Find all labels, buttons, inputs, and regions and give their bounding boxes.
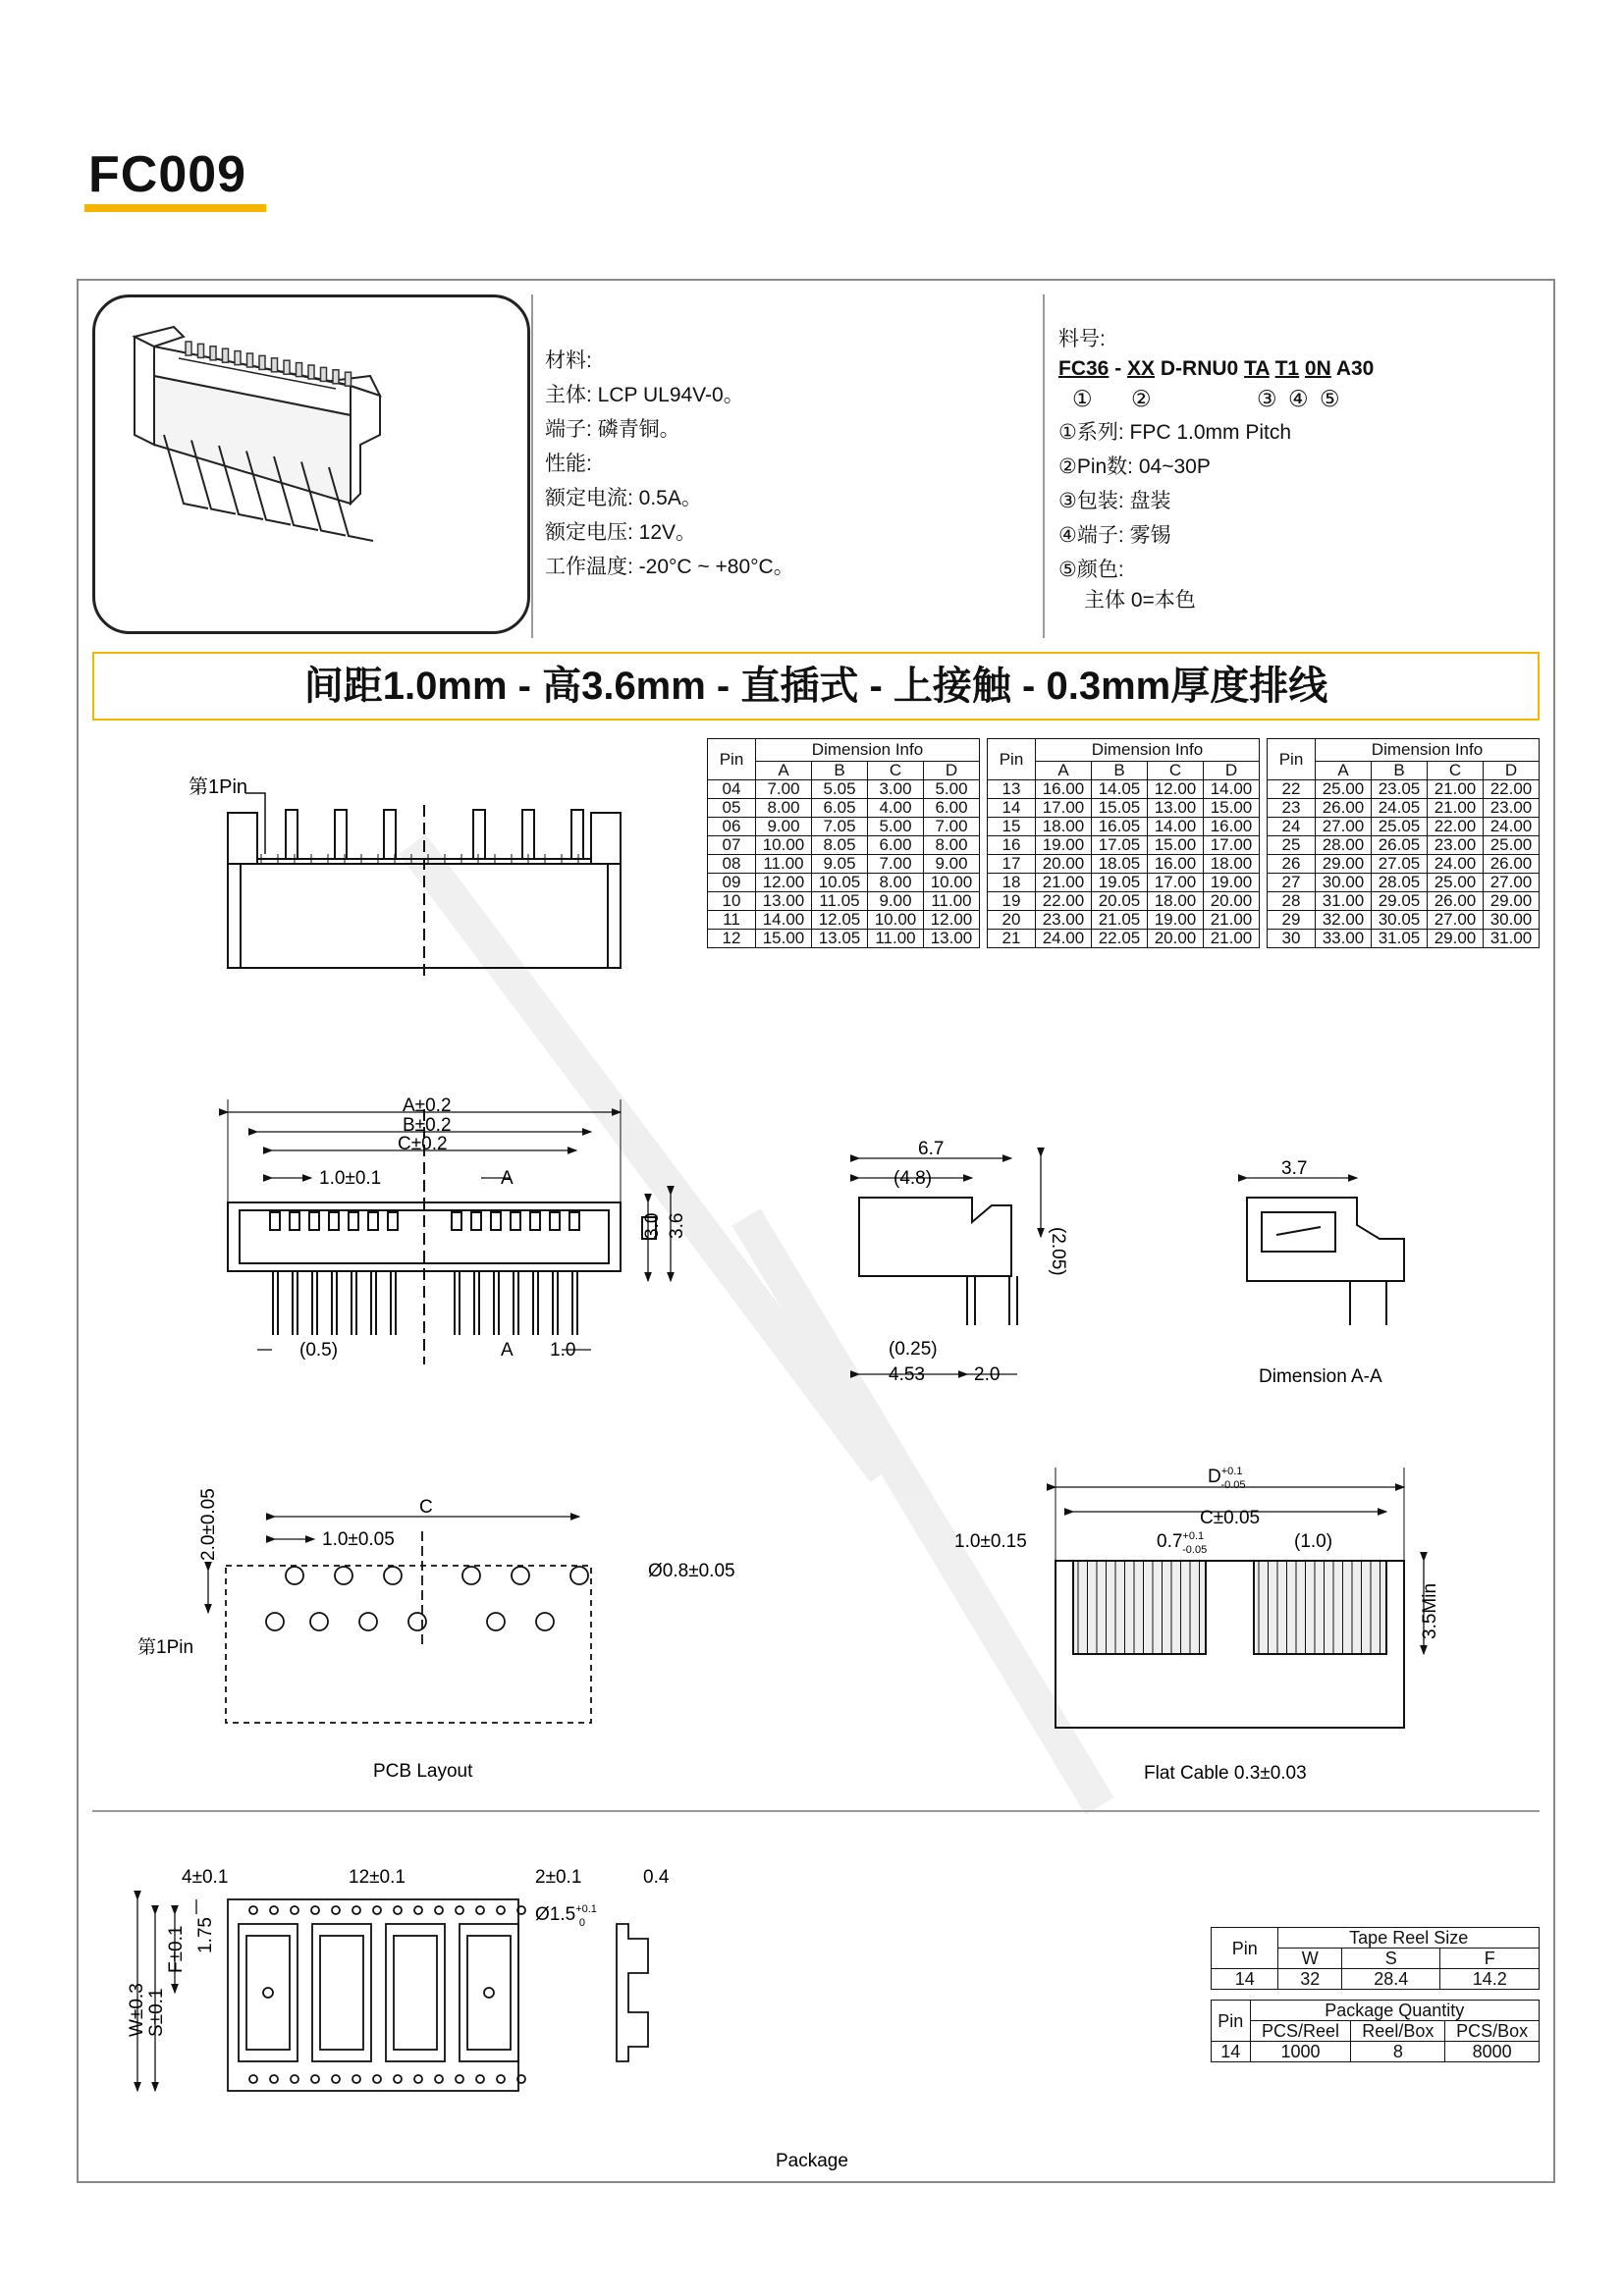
svg-text:A: A (501, 1340, 514, 1361)
part-number-label: 料号: (1058, 328, 1106, 350)
section-caption: Dimension A-A (1259, 1366, 1382, 1387)
document-title: FC009 (88, 146, 247, 203)
marker-2: ② (1131, 386, 1152, 411)
svg-text:Ø0.8±0.05: Ø0.8±0.05 (648, 1561, 735, 1581)
svg-text:3.0: 3.0 (642, 1212, 663, 1239)
svg-text:3.7: 3.7 (1281, 1158, 1308, 1179)
svg-text:C±0.2: C±0.2 (398, 1134, 448, 1154)
dim-col-header: C (1428, 762, 1484, 780)
svg-text:3.5Min: 3.5Min (1420, 1582, 1440, 1639)
svg-text:(4.8): (4.8) (893, 1168, 933, 1189)
package-quantity-table: Pin Package Quantity PCS/Reel Reel/Box PCS/Box 14 1000 8 8000 (1211, 2000, 1540, 2062)
table-row: 20 23.00 21.05 19.00 21.00 (988, 911, 1260, 930)
pcb-layout (208, 1517, 591, 1723)
legend-item: ②Pin数: 04~30P (1058, 455, 1211, 478)
svg-text:W±0.3: W±0.3 (127, 1983, 147, 2037)
svg-text:2.0±0.05: 2.0±0.05 (198, 1488, 219, 1561)
legend-item: ④端子: 雾锡 (1058, 524, 1171, 547)
table-row: 05 8.00 6.05 4.00 6.00 (708, 799, 980, 818)
dim-col-header: D (1484, 762, 1540, 780)
svg-text:4±0.1: 4±0.1 (182, 1867, 229, 1888)
svg-text:C±0.05: C±0.05 (1200, 1508, 1261, 1528)
svg-text:(0.5): (0.5) (299, 1340, 339, 1361)
spec-line: 端子: 磷青铜。 (545, 418, 680, 441)
svg-text:1.0±0.1: 1.0±0.1 (319, 1168, 382, 1189)
package-caption: Package (776, 2151, 848, 2171)
spec-line: 工作温度: -20°C ~ +80°C。 (545, 556, 794, 578)
spec-heading: 材料: (545, 349, 592, 372)
dim-header: Dimension Info (756, 739, 980, 762)
svg-text:2±0.1: 2±0.1 (535, 1867, 582, 1888)
color-detail: 主体 0=本色 (1084, 589, 1196, 612)
part-number-code: FC36 - XX D-RNU0 TA T1 0N A30 (1058, 357, 1375, 380)
table-row: 09 12.00 10.05 8.00 10.00 (708, 874, 980, 892)
svg-text:(0.25): (0.25) (889, 1339, 938, 1360)
svg-text:A±0.2: A±0.2 (403, 1095, 452, 1116)
section-view (1247, 1178, 1404, 1325)
table-row: 04 7.00 5.05 3.00 5.00 (708, 780, 980, 799)
table-row: 16 19.00 17.05 15.00 17.00 (988, 836, 1260, 855)
table-row: 07 10.00 8.05 6.00 8.00 (708, 836, 980, 855)
connector-side-view (859, 1156, 1041, 1374)
svg-text:0.7+0.1-0.05: $0.7^{+0.1}$ -0.05 (1157, 1530, 1208, 1556)
table-row: 30 33.00 31.05 29.00 31.00 (1268, 930, 1540, 948)
legend-item: ⑤颜色: (1058, 559, 1124, 581)
marker-1: ① (1072, 386, 1093, 411)
svg-text:(1.0): (1.0) (1294, 1531, 1333, 1552)
pcb-caption: PCB Layout (373, 1761, 473, 1782)
connector-front-view (228, 1099, 671, 1364)
connector-top-view (228, 805, 621, 982)
dim-col-header: A (1036, 762, 1092, 780)
pin1-label: 第1Pin (189, 776, 248, 798)
svg-text:第1Pin: 第1Pin (137, 1637, 194, 1658)
dim-header: Dimension Info (1316, 739, 1540, 762)
marker-5: ⑤ (1320, 386, 1340, 411)
table-row: 06 9.00 7.05 5.00 7.00 (708, 818, 980, 836)
table-row: 27 30.00 28.05 25.00 27.00 (1268, 874, 1540, 892)
table-row: 18 21.00 19.05 17.00 19.00 (988, 874, 1260, 892)
pin-header: Pin (708, 739, 756, 780)
table-row: 12 15.00 13.05 11.00 13.00 (708, 930, 980, 948)
table-row: 19 22.00 20.05 18.00 20.00 (988, 892, 1260, 911)
tape-reel-table: Pin Tape Reel Size W S F 14 32 28.4 14.2 (1211, 1927, 1540, 1990)
table-row: 14 17.00 15.05 13.00 15.00 (988, 799, 1260, 818)
svg-text:A: A (501, 1168, 514, 1189)
svg-text:S±0.1: S±0.1 (146, 1988, 167, 2037)
table-row: 21 24.00 22.05 20.00 21.00 (988, 930, 1260, 948)
table-row: 26 29.00 27.05 24.00 26.00 (1268, 855, 1540, 874)
svg-text:C: C (419, 1497, 433, 1518)
table-row: 15 18.00 16.05 14.00 16.00 (988, 818, 1260, 836)
svg-text:1.0: 1.0 (550, 1340, 576, 1361)
table-row: 10 13.00 11.05 9.00 11.00 (708, 892, 980, 911)
table-row: 17 20.00 18.05 16.00 18.00 (988, 855, 1260, 874)
table-row: 23 26.00 24.05 21.00 23.00 (1268, 799, 1540, 818)
dim-col-header: D (924, 762, 980, 780)
marker-3: ③ (1257, 386, 1277, 411)
pcb-labels (137, 1488, 735, 1782)
svg-text:1.75: 1.75 (195, 1917, 216, 1953)
svg-text:3.6: 3.6 (667, 1212, 687, 1239)
svg-text:1.0±0.15: 1.0±0.15 (954, 1531, 1027, 1552)
dim-header: Dimension Info (1036, 739, 1260, 762)
table-row: 29 32.00 30.05 27.00 30.00 (1268, 911, 1540, 930)
legend-item: ③包装: 盘装 (1058, 490, 1171, 512)
dim-col-header: D (1204, 762, 1260, 780)
spec-line: 额定电压: 12V。 (545, 521, 697, 544)
tape-labels (127, 1867, 848, 2171)
table-row: 22 25.00 23.05 21.00 22.00 (1268, 780, 1540, 799)
svg-text:(2.05): (2.05) (1048, 1227, 1068, 1276)
dim-col-header: B (1372, 762, 1428, 780)
product-banner: 间距1.0mm - 高3.6mm - 直插式 - 上接触 - 0.3mm厚度排线 (92, 652, 1540, 721)
svg-text:D+0.1-0.05: $D^{+0.1}$ -0.05 (1208, 1466, 1246, 1491)
watermark (412, 844, 1100, 1806)
svg-text:2.0: 2.0 (974, 1364, 1001, 1385)
dim-col-header: A (756, 762, 812, 780)
dim-col-header: C (868, 762, 924, 780)
spec-line: 性能: (545, 453, 592, 475)
spec-line: 额定电流: 0.5A。 (545, 487, 702, 509)
dim-col-header: B (1092, 762, 1148, 780)
svg-text:B±0.2: B±0.2 (403, 1115, 452, 1136)
svg-text:F±0.1: F±0.1 (166, 1925, 187, 1973)
svg-text:12±0.1: 12±0.1 (349, 1867, 406, 1888)
table-row: 25 28.00 26.05 23.00 25.00 (1268, 836, 1540, 855)
table-row: 24 27.00 25.05 22.00 24.00 (1268, 818, 1540, 836)
pin-header: Pin (988, 739, 1036, 780)
svg-text:1.0±0.05: 1.0±0.05 (322, 1529, 395, 1550)
legend-item: ①系列: FPC 1.0mm Pitch (1058, 421, 1292, 444)
cable-caption: Flat Cable 0.3±0.03 (1144, 1763, 1307, 1784)
table-row: 11 14.00 12.05 10.00 12.00 (708, 911, 980, 930)
svg-text:6.7: 6.7 (918, 1139, 945, 1159)
table-row: 28 31.00 29.05 26.00 29.00 (1268, 892, 1540, 911)
spec-line: 主体: LCP UL94V-0。 (545, 384, 744, 406)
marker-4: ④ (1288, 386, 1309, 411)
dim-col-header: A (1316, 762, 1372, 780)
dim-col-header: B (812, 762, 868, 780)
svg-text:0.4: 0.4 (643, 1867, 670, 1888)
pin-header: Pin (1268, 739, 1316, 780)
svg-text:Ø1.5+0.10: $Ø1.5^{+0.1}$ 0 (535, 1903, 597, 1929)
table-row: 13 16.00 14.05 12.00 14.00 (988, 780, 1260, 799)
svg-text:4.53: 4.53 (889, 1364, 925, 1385)
table-row: 08 11.00 9.05 7.00 9.00 (708, 855, 980, 874)
dim-col-header: C (1148, 762, 1204, 780)
flat-cable (1056, 1468, 1424, 1728)
